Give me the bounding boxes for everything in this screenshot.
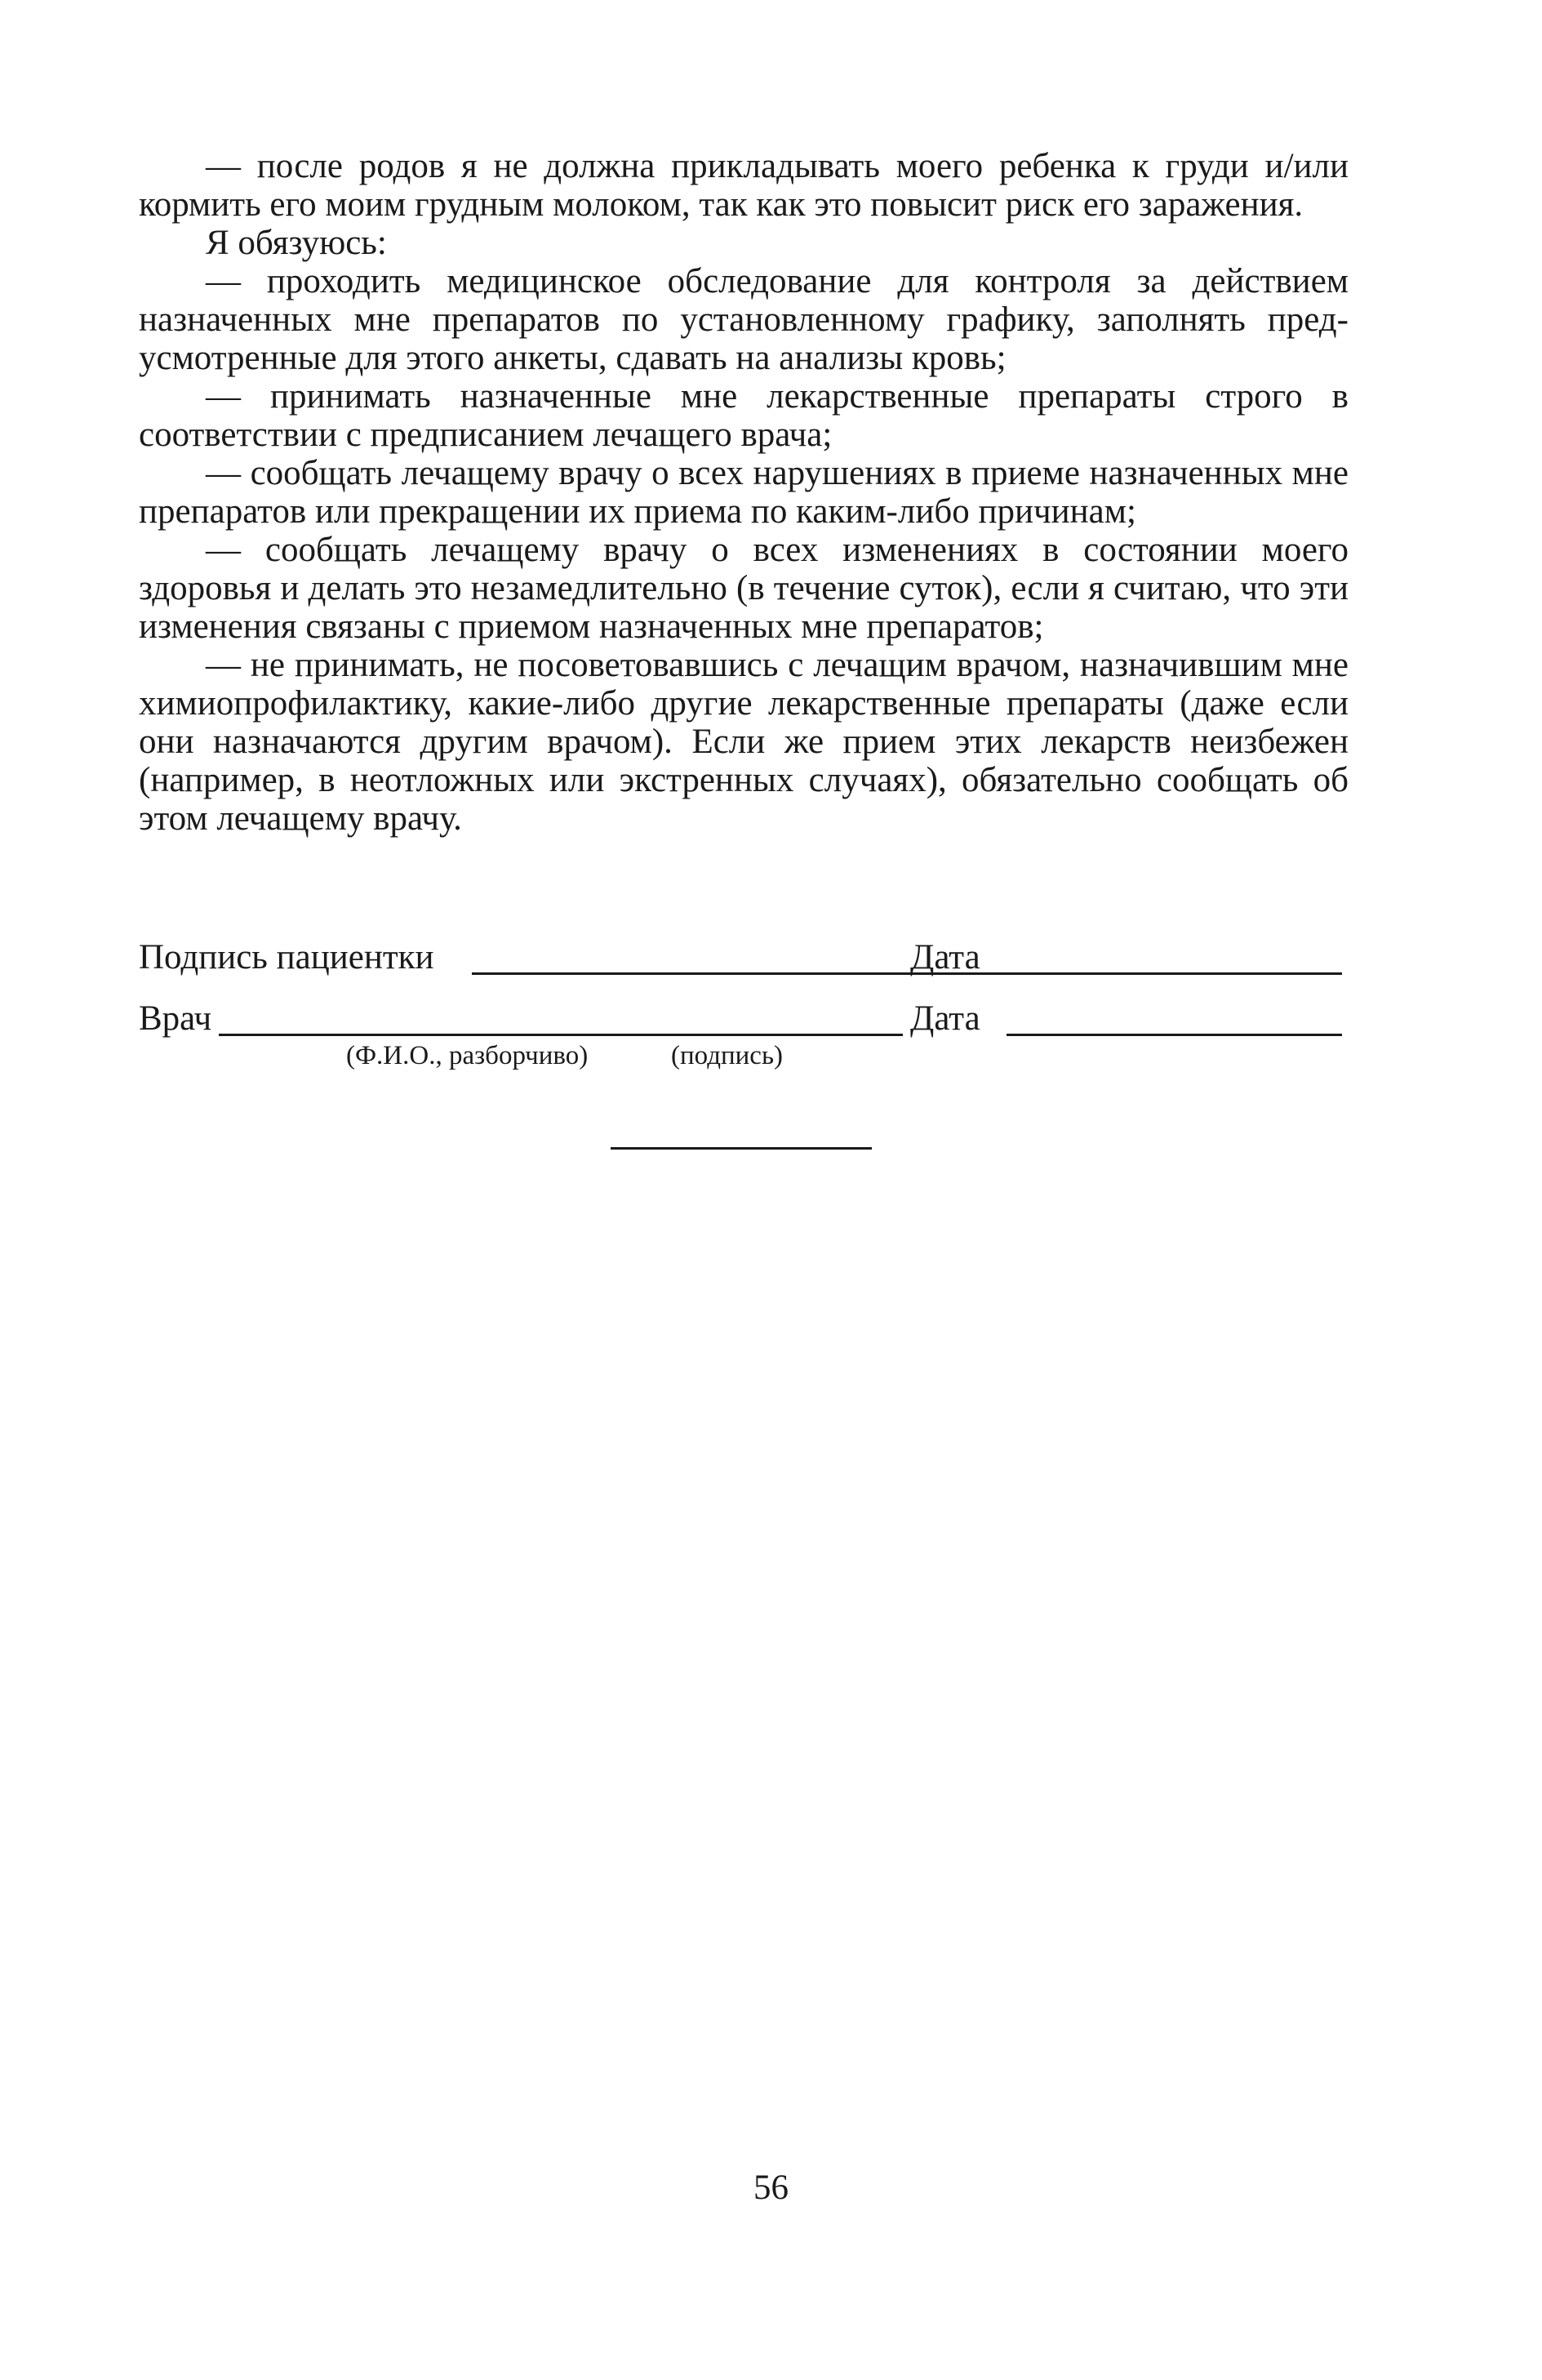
paragraph-report-health-changes: — сообщать лечащему врачу о всех изменениях в состоянии моего здоровья и делать это незамедлительно (в течение суток), если я считаю, что эти изменения связаны с приемом назначенных мне препаратов; [139,531,1349,646]
doctor-date-line[interactable] [1007,1034,1342,1036]
document-body [139,147,1349,838]
caption-signature: (подпись) [671,1041,783,1070]
doctor-label: Врач [139,999,212,1038]
patient-signature-label: Подпись пациентки [139,938,434,976]
date-label: Дата [910,999,980,1038]
paragraph-commitment-heading: Я обязуюсь: [206,224,387,262]
paragraph-examination: — проходить медицинское обследование для контроля за действием назначенных мне препаратов по установленному графику, заполнять предусмотренные для этого анкеты, сдавать на анализы кровь; [139,262,1349,377]
paragraph-breastfeeding: — после родов я не должна прикладывать моего ребенка к груди и/или кормить его моим грудным молоком, так как это повысит риск его заражения. [139,147,1349,224]
patient-date-line[interactable] [1001,972,1342,975]
doctor-signature-row [139,999,1349,1039]
caption-full-name: (Ф.И.О., разборчиво) [346,1041,589,1070]
section-divider [611,1147,872,1150]
page-number: 56 [753,2169,789,2207]
paragraph-no-other-drugs: — не принимать, не посоветовавшись с лечащим врачом, назначившим мне химиопрофилактику, какие-либо другие лекарственные препараты (даже если они назначаются другим врачом). Если же прием этих лекарств неизбежен (например, в неотложных или экстренных случаях), обязательно сообщать об этом лечащему врачу. [139,646,1349,838]
paragraph-take-medication: — принимать назначенные мне лекарственные препараты строго в соответствии с предписанием лечащего врача; [139,377,1349,454]
paragraph-report-violations: — сообщать лечащему врачу о всех нарушениях в приеме назначенных мне препаратов или прекращении их приема по каким-либо причинам; [139,454,1349,531]
date-label: Дата [910,938,980,976]
doctor-signature-line[interactable] [219,1034,903,1036]
patient-signature-row [139,937,1349,978]
